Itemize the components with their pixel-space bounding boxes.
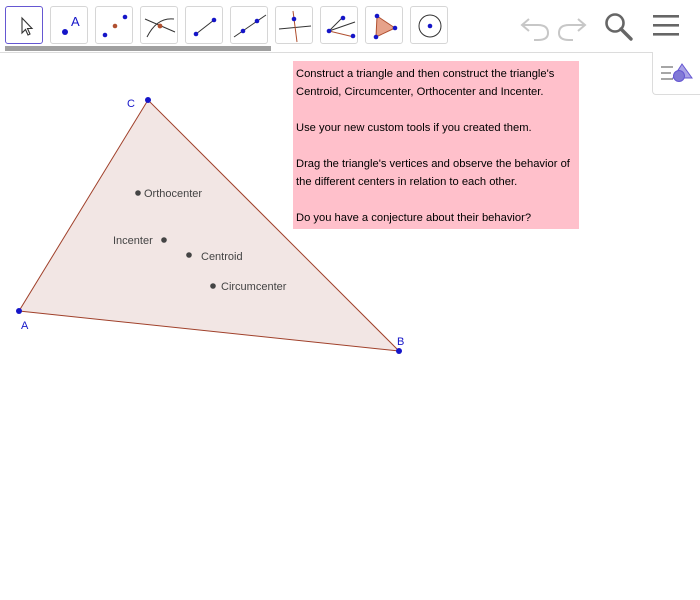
segment-icon [186, 7, 224, 45]
instructions-line-1: Construct a triangle and then construct the triangle's Centroid, Circumcenter, Orthocenter and Incenter. [296, 68, 555, 98]
circle-icon [411, 7, 449, 45]
polygon-tool[interactable] [365, 6, 403, 44]
perpendicular-line-tool[interactable] [275, 6, 313, 44]
intersect-tool[interactable] [140, 6, 178, 44]
vertex-b[interactable] [396, 348, 402, 354]
redo-button[interactable] [555, 12, 589, 42]
vertex-c-label: C [127, 98, 135, 110]
move-tool[interactable] [5, 6, 43, 44]
toolbar [0, 0, 700, 52]
midpoint-icon [96, 7, 134, 45]
point-icon [51, 7, 89, 45]
redo-icon [555, 12, 589, 42]
intersect-icon [141, 7, 179, 45]
instructions-line-4: Do you have a conjecture about their behavior? [296, 212, 532, 224]
instructions-text-box[interactable] [293, 61, 579, 229]
instructions-line-2: Use your new custom tools if you created them. [296, 122, 532, 134]
line-icon [231, 7, 269, 45]
menu-button[interactable] [651, 12, 683, 42]
incenter-point[interactable] [161, 237, 167, 243]
perpendicular-line-icon [276, 7, 314, 45]
vertex-a[interactable] [16, 308, 22, 314]
point-tool[interactable] [50, 6, 88, 44]
incenter-label: Incenter [113, 235, 153, 247]
midpoint-tool[interactable] [95, 6, 133, 44]
angle-bisector-tool[interactable] [320, 6, 358, 44]
point-tool-glyph: A [71, 14, 80, 29]
circumcenter-label: Circumcenter [221, 281, 287, 293]
line-tool[interactable] [230, 6, 268, 44]
vertex-a-label: A [21, 320, 29, 332]
undo-icon [518, 12, 552, 42]
instructions-line-3: Drag the triangle's vertices and observe the behavior of the different centers in relation to each other. [296, 158, 570, 188]
vertex-b-label: B [397, 336, 405, 348]
angle-bisector-icon [321, 7, 359, 45]
segment-tool[interactable] [185, 6, 223, 44]
menu-icon [651, 12, 683, 42]
orthocenter-point[interactable] [135, 190, 141, 196]
cursor-arrow-icon [6, 7, 44, 45]
circumcenter-point[interactable] [210, 283, 216, 289]
toolbar-divider[interactable] [5, 46, 271, 51]
search-icon [602, 11, 636, 43]
centroid-label: Centroid [201, 251, 243, 263]
polygon-icon [366, 7, 404, 45]
search-button[interactable] [602, 11, 636, 43]
centroid-point[interactable] [186, 252, 192, 258]
circle-tool[interactable] [410, 6, 448, 44]
undo-button[interactable] [518, 12, 552, 42]
orthocenter-label: Orthocenter [144, 188, 203, 200]
vertex-c[interactable] [145, 97, 151, 103]
